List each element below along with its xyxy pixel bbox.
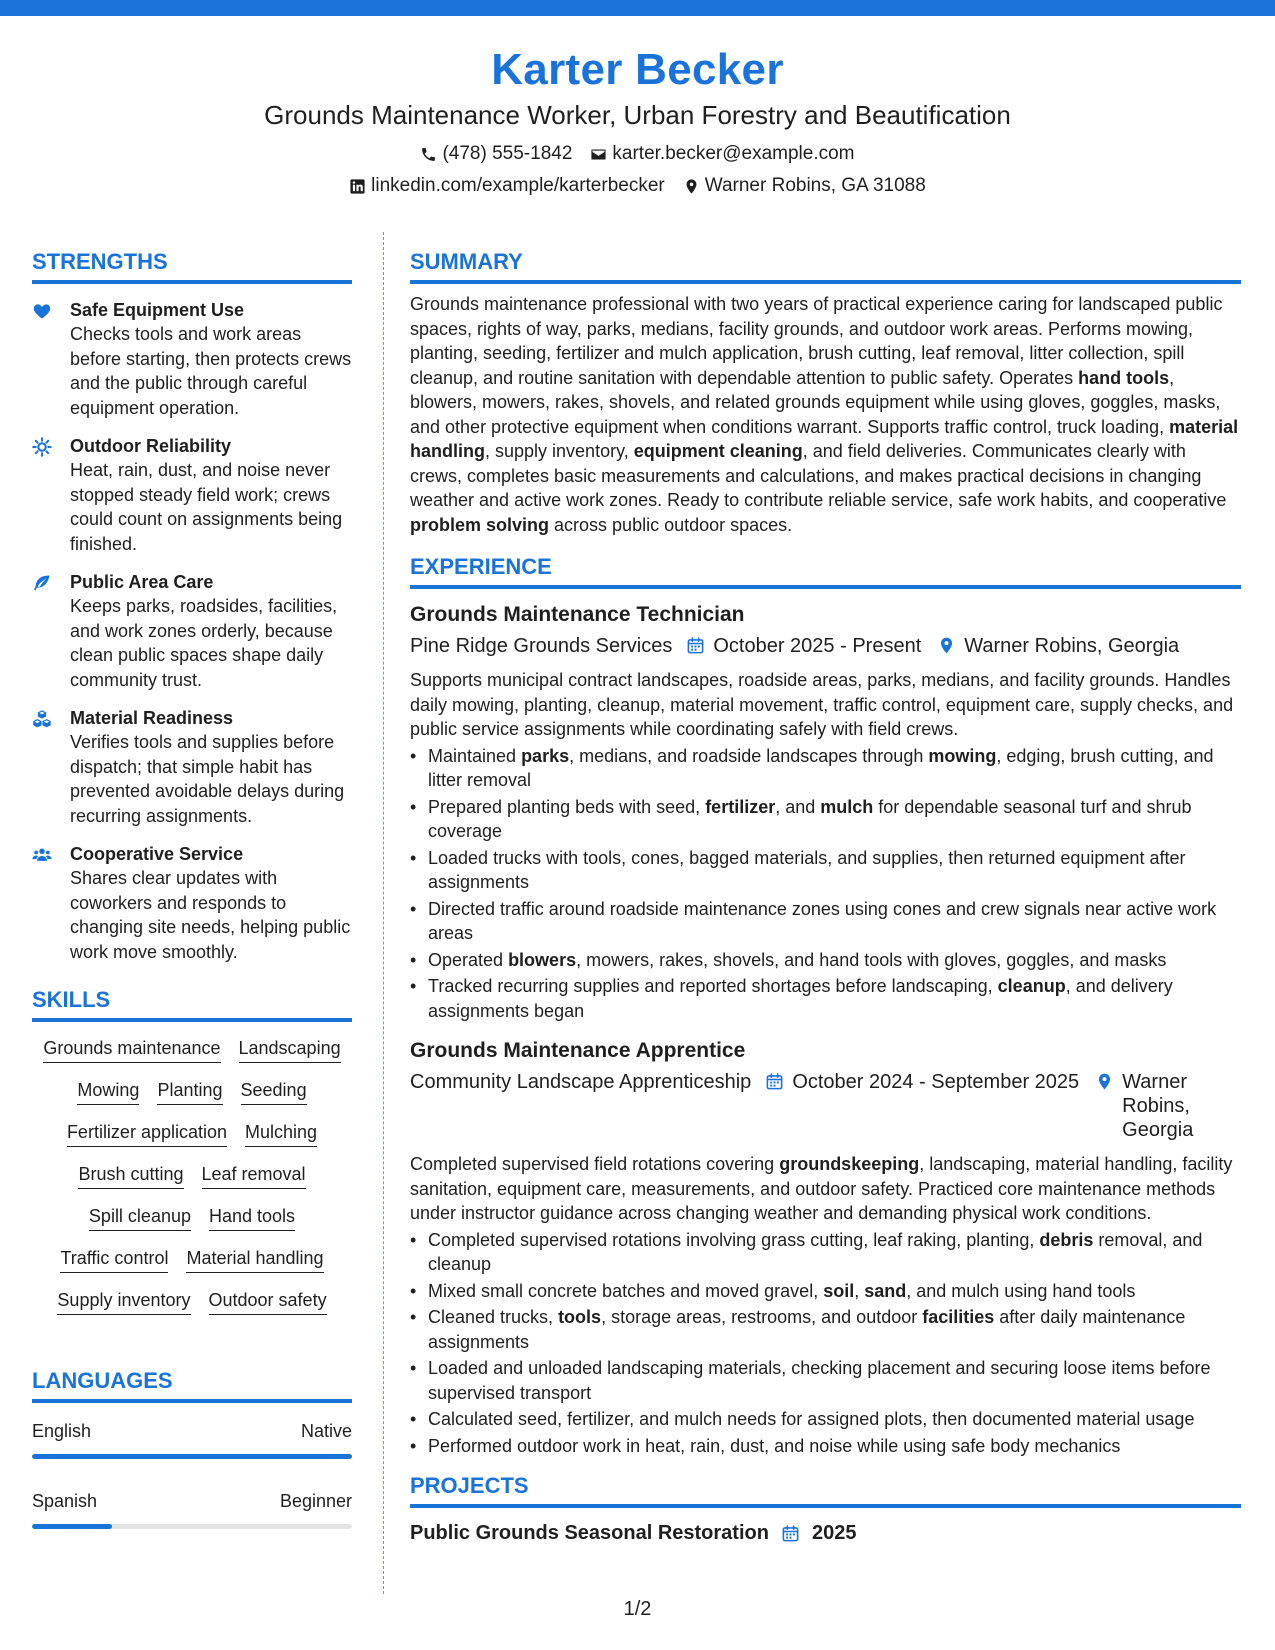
resume-header [0, 44, 1275, 198]
strength-desc: Shares clear updates with coworkers and responds to changing site needs, helping public work move smoothly. [70, 868, 351, 962]
right-column [410, 248, 1241, 1546]
skill-tag: Seeding [241, 1078, 307, 1105]
strength-title: Material Readiness [70, 708, 234, 728]
language-name: Spanish [32, 1491, 98, 1511]
language-level: Beginner [279, 1491, 352, 1511]
calendar-icon [765, 1072, 784, 1091]
job-bullet: • Performed outdoor work in heat, rain, dust, and noise while using safe body mechanics [428, 1434, 1241, 1459]
sun-gear-icon [32, 434, 70, 556]
skill-tag: Grounds maintenance [43, 1036, 220, 1063]
left-column [32, 248, 352, 1529]
job-bullets [410, 744, 1241, 1024]
job-bullet: • Loaded trucks with tools, cones, bagged materials, and supplies, then returned equipment after assignments [428, 846, 1241, 895]
skill-tag: Supply inventory [57, 1288, 190, 1315]
strength-item [32, 842, 352, 964]
strength-title: Public Area Care [70, 572, 214, 592]
languages-list [32, 1419, 352, 1529]
strength-desc: Keeps parks, roadsides, facilities, and work zones orderly, because clean public spaces shape daily community trust. [70, 596, 338, 690]
job-description: Supports municipal contract landscapes, roadside areas, parks, medians, and facility grounds. Handles daily mowing, planting, cleanup, material movement, traffic control, equipment care, supply checks, and public service assignments while coordinating safely with field crews. [410, 670, 1234, 739]
map-pin-icon [683, 178, 700, 195]
linkedin-text: linkedin.com/example/karterbecker [371, 175, 665, 196]
map-pin-icon [937, 636, 956, 655]
strength-item [32, 570, 352, 692]
skill-tag: Material handling [186, 1246, 323, 1273]
map-pin-icon [1095, 1072, 1114, 1091]
job-bullet: • Completed supervised rotations involving grass cutting, leaf raking, planting, debris removal, and cleanup [428, 1228, 1241, 1277]
job-dates: October 2024 - September 2025 [792, 1071, 1080, 1093]
job-bullet: • Tracked recurring supplies and reported shortages before landscaping, cleanup, and delivery assignments began [428, 974, 1241, 1023]
skill-tag: Leaf removal [202, 1162, 306, 1189]
phone-contact[interactable] [420, 142, 572, 166]
heart-icon [32, 298, 70, 420]
top-accent-bar [0, 0, 1275, 16]
language-name: English [32, 1421, 92, 1441]
strength-title: Outdoor Reliability [70, 436, 232, 456]
job-bullet: • Prepared planting beds with seed, fertilizer, and mulch for dependable seasonal turf and shrub coverage [428, 795, 1241, 844]
phone-icon [420, 146, 437, 163]
job-meta [410, 1070, 1241, 1142]
strength-item [32, 706, 352, 828]
job-bullets [410, 1228, 1241, 1459]
candidate-title: Grounds Maintenance Worker, Urban Forestry and Beautification [264, 100, 1011, 130]
job-bullet: • Calculated seed, fertilizer, and mulch needs for assigned plots, then documented material usage [428, 1407, 1241, 1432]
email-text: karter.becker@example.com [612, 143, 855, 164]
project-year: 2025 [811, 1522, 857, 1544]
users-icon [32, 842, 70, 964]
language-proficiency-fill [32, 1454, 352, 1459]
languages-heading: LANGUAGES [32, 1367, 352, 1403]
skill-tag: Fertilizer application [67, 1120, 227, 1147]
language-proficiency-fill [32, 1524, 112, 1529]
job-meta [410, 634, 1241, 658]
job-bullet: • Mixed small concrete batches and moved gravel, soil, sand, and mulch using hand tools [428, 1279, 1241, 1304]
strength-desc: Heat, rain, dust, and noise never stopped steady field work; crews could count on assignments being finished. [70, 460, 343, 554]
projects-heading: PROJECTS [410, 1472, 1241, 1508]
skill-tag: Spill cleanup [89, 1204, 191, 1231]
experience-entry [410, 601, 1241, 1023]
job-dates: October 2025 - Present [713, 635, 922, 657]
contact-row-1 [0, 142, 1275, 166]
job-location: Warner Robins, Georgia [1122, 1071, 1194, 1141]
contact-row-2 [0, 174, 1275, 198]
language-proficiency-bar [32, 1454, 352, 1459]
calendar-icon [686, 636, 705, 655]
project-title: Public Grounds Seasonal Restoration [410, 1522, 769, 1544]
experience-entry [410, 1037, 1241, 1458]
skill-tag: Mowing [77, 1078, 139, 1105]
skill-tag: Planting [157, 1078, 222, 1105]
job-bullet: • Loaded and unloaded landscaping materials, checking placement and securing loose items before supervised transport [428, 1356, 1241, 1405]
strength-title: Cooperative Service [70, 844, 244, 864]
language-item [32, 1489, 352, 1529]
strength-title: Safe Equipment Use [70, 300, 245, 320]
strength-item [32, 298, 352, 420]
calendar-icon [781, 1524, 800, 1543]
job-bullet: • Operated blowers, mowers, rakes, shovels, and hand tools with gloves, goggles, and masks [428, 948, 1241, 973]
job-description: Completed supervised field rotations covering groundskeeping, landscaping, material handling, facility sanitation, equipment care, measurements, and outdoor safety. Practiced core maintenance methods under instructor guidance across changing weather and demanding physical work conditions. [410, 1154, 1233, 1223]
language-level: Native [300, 1421, 352, 1441]
job-bullet: • Directed traffic around roadside maintenance zones using cones and crew signals near active work areas [428, 897, 1241, 946]
job-organization: Pine Ridge Grounds Services [410, 635, 673, 657]
linkedin-contact[interactable] [349, 174, 665, 198]
skill-tag: Hand tools [209, 1204, 295, 1231]
summary-heading: SUMMARY [410, 248, 1241, 284]
location-text: Warner Robins, GA 31088 [704, 175, 926, 196]
project-entry [410, 1520, 1241, 1546]
phone-text: (478) 555-1842 [442, 143, 573, 164]
leaf-icon [32, 570, 70, 692]
strengths-list [32, 298, 352, 964]
skill-tag: Outdoor safety [209, 1288, 327, 1315]
strength-desc: Checks tools and work areas before starting, then protects crews and the public through careful equipment operation. [70, 324, 352, 418]
strengths-heading: STRENGTHS [32, 248, 352, 284]
location-contact [683, 174, 926, 198]
skills-heading: SKILLS [32, 986, 352, 1022]
experience-list [410, 601, 1241, 1458]
summary-text: Grounds maintenance professional with two years of practical experience caring for landscaped public spaces, rights of way, parks, medians, facility grounds, and outdoor work areas. Performs mowing, planting, seeding, fertilizer and mulch application, brush cutting, leaf removal, litter collection, spill cleanup, and routine sanitation with dependable attention to public safety. Operates hand tools, blowers, mowers, rakes, shovels, and related grounds equipment while using gloves, goggles, masks, and other protective equipment when conditions warrant. Supports traffic control, truck loading, material handling, supply inventory, equipment cleaning, and field deliveries. Communicates clearly with crews, completes basic measurements and calculations, and makes practical decisions in changing weather and active work zones. Ready to contribute reliable service, safe work habits, and cooperative problem solving across public outdoor spaces. [410, 294, 1239, 535]
strength-desc: Verifies tools and supplies before dispatch; that simple habit has prevented avoidable delays during recurring assignments. [70, 732, 345, 826]
strength-item [32, 434, 352, 556]
job-bullet: • Maintained parks, medians, and roadside landscapes through mowing, edging, brush cutting, and litter removal [428, 744, 1241, 793]
job-organization: Community Landscape Apprenticeship [410, 1071, 752, 1093]
job-title: Grounds Maintenance Technician [410, 603, 745, 626]
experience-heading: EXPERIENCE [410, 553, 1241, 589]
skills-list [32, 1036, 352, 1315]
column-divider [383, 232, 384, 1594]
skill-tag: Landscaping [239, 1036, 341, 1063]
candidate-name: Karter Becker [491, 45, 784, 94]
envelope-icon [590, 146, 607, 163]
email-contact[interactable] [590, 142, 854, 166]
skill-tag: Traffic control [60, 1246, 168, 1273]
job-location: Warner Robins, Georgia [964, 635, 1180, 657]
language-proficiency-bar [32, 1524, 352, 1529]
language-item [32, 1419, 352, 1459]
cubes-icon [32, 706, 70, 828]
job-bullet: • Cleaned trucks, tools, storage areas, restrooms, and outdoor facilities after daily maintenance assignments [428, 1305, 1241, 1354]
skill-tag: Mulching [245, 1120, 317, 1147]
projects-list [410, 1520, 1241, 1546]
page-number: 1/2 [623, 1598, 652, 1620]
job-title: Grounds Maintenance Apprentice [410, 1039, 746, 1062]
linkedin-icon [349, 178, 366, 195]
skill-tag: Brush cutting [78, 1162, 183, 1189]
